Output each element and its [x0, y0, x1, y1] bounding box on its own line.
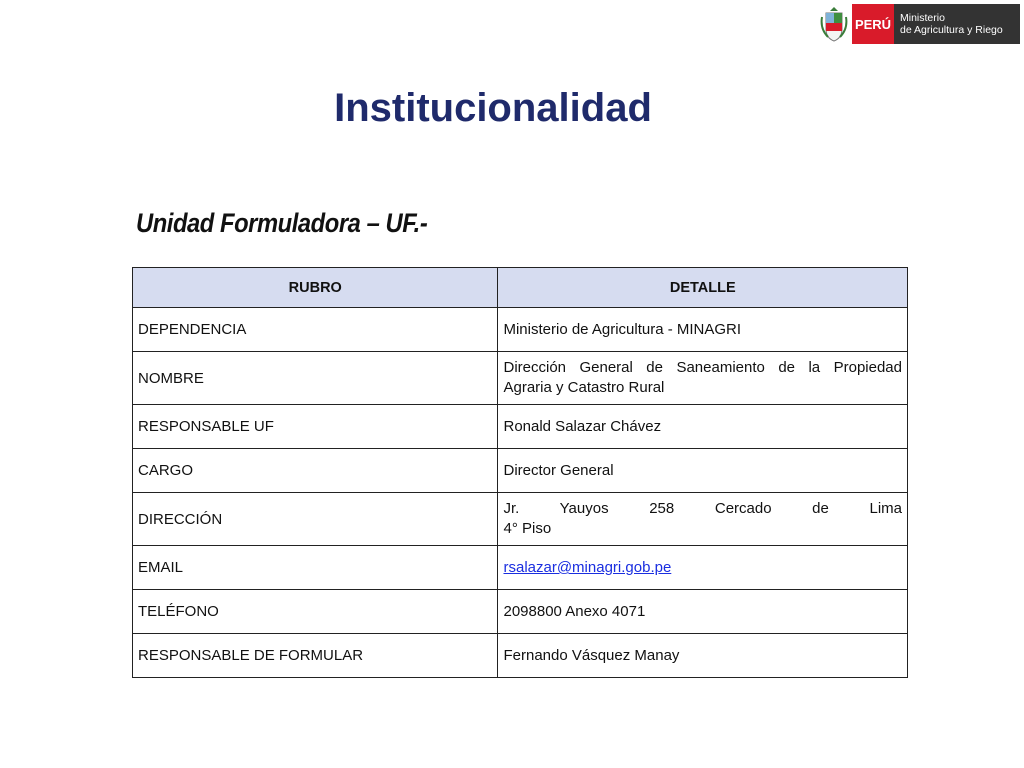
detalle-cell: Ministerio de Agricultura - MINAGRI	[498, 308, 908, 352]
ministry-line-2: de Agricultura y Riego	[900, 24, 1003, 36]
table-row	[133, 352, 908, 405]
ministry-name	[894, 4, 1020, 44]
rubro-cell: RESPONSABLE UF	[133, 405, 498, 449]
detalle-line-2: Agraria y Catastro Rural	[503, 379, 665, 396]
header-rubro: RUBRO	[133, 268, 498, 308]
rubro-cell: CARGO	[133, 449, 498, 493]
table-row	[133, 546, 908, 590]
detalle-cell	[498, 493, 908, 546]
detalle-line-1: Jr. Yauyos 258 Cercado de Lima	[503, 500, 902, 517]
detalle-line-1: Dirección General de Saneamiento de la Propiedad	[503, 359, 902, 376]
peru-label: PERÚ	[852, 4, 894, 44]
detalle-cell	[498, 546, 908, 590]
email-link[interactable]: rsalazar@minagri.gob.pe	[503, 559, 672, 576]
detalle-cell: 2098800 Anexo 4071	[498, 590, 908, 634]
rubro-cell: RESPONSABLE DE FORMULAR	[133, 634, 498, 678]
page-title: Institucionalidad	[334, 86, 652, 130]
table-row	[133, 634, 908, 678]
rubro-cell: NOMBRE	[133, 352, 498, 405]
ministry-line-1: Ministerio	[900, 12, 945, 24]
table-header-row	[133, 268, 908, 308]
uf-info-table	[132, 267, 908, 678]
coat-of-arms-icon	[820, 5, 848, 43]
section-subtitle: Unidad Formuladora – UF.-	[136, 208, 428, 238]
table-row	[133, 449, 908, 493]
detalle-line-2: 4° Piso	[503, 520, 552, 537]
detalle-cell: Director General	[498, 449, 908, 493]
detalle-cell: Ronald Salazar Chávez	[498, 405, 908, 449]
table-row	[133, 590, 908, 634]
header-detalle: DETALLE	[498, 268, 908, 308]
detalle-cell: Fernando Vásquez Manay	[498, 634, 908, 678]
ministry-logo	[820, 4, 1020, 44]
rubro-cell: DIRECCIÓN	[133, 493, 498, 546]
rubro-cell: DEPENDENCIA	[133, 308, 498, 352]
detalle-cell	[498, 352, 908, 405]
table-row	[133, 308, 908, 352]
table-row	[133, 493, 908, 546]
rubro-cell: EMAIL	[133, 546, 498, 590]
rubro-cell: TELÉFONO	[133, 590, 498, 634]
table-row	[133, 405, 908, 449]
